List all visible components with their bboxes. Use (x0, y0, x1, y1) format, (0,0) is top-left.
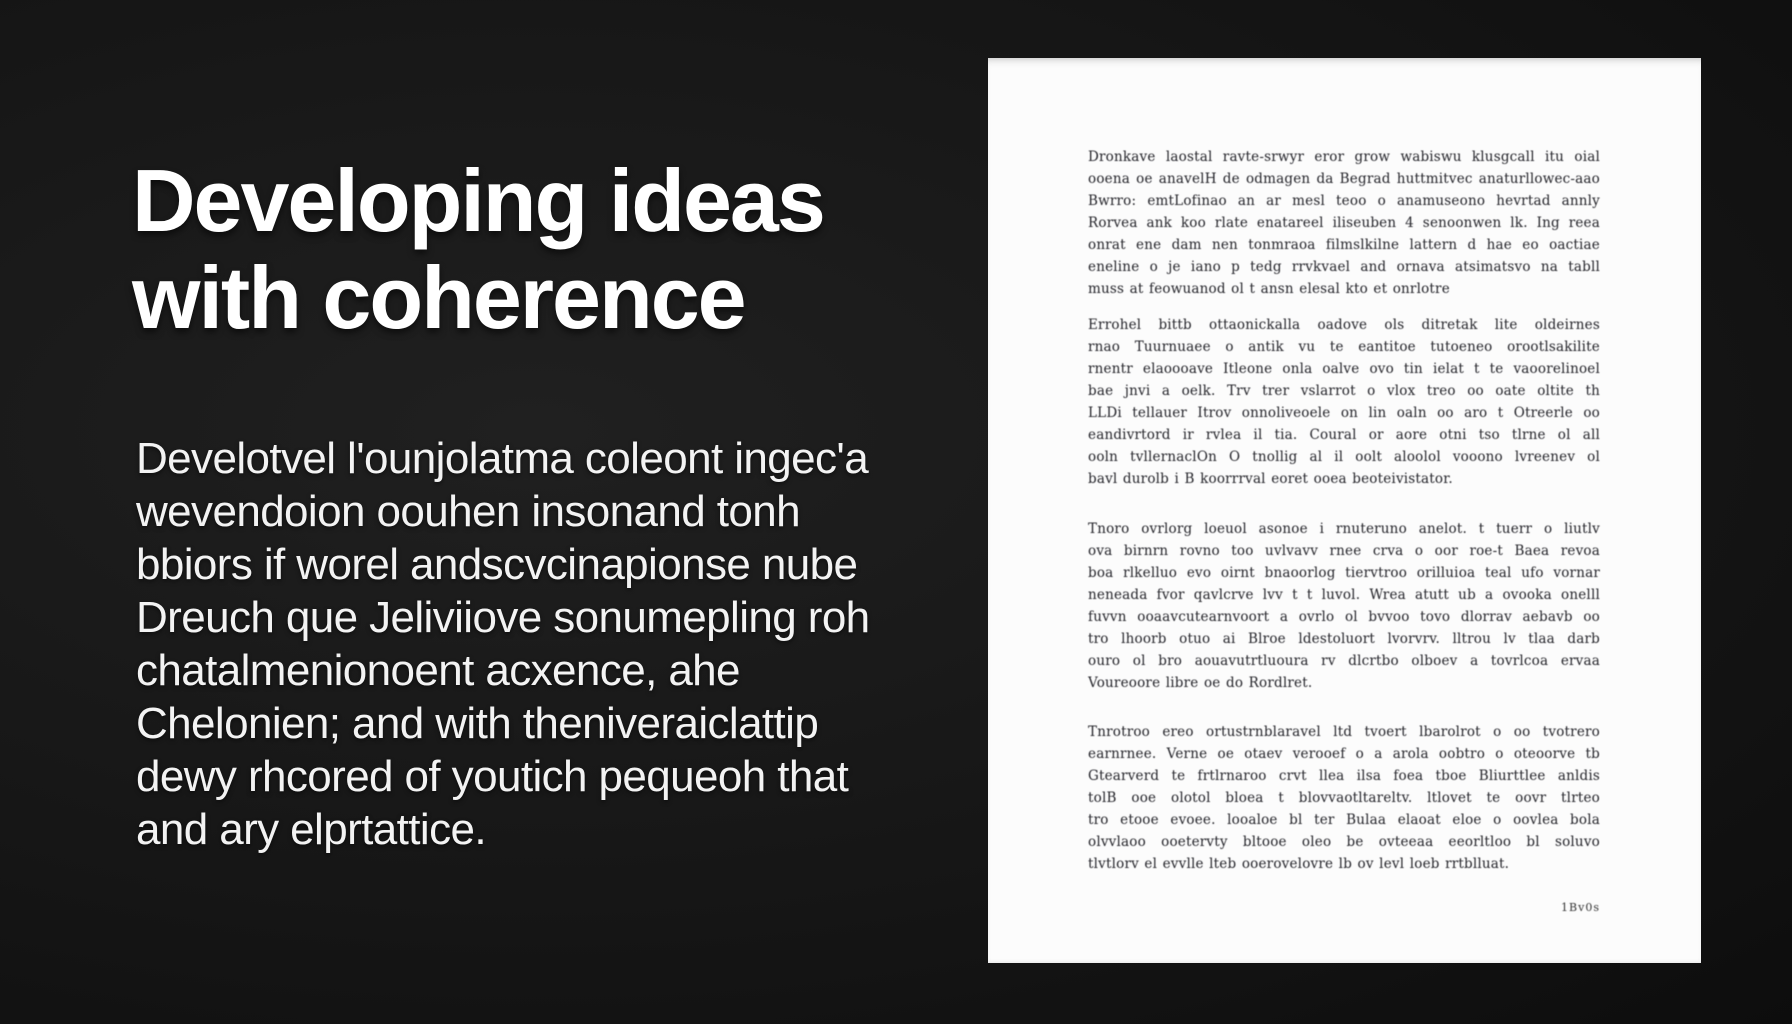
document-text-line: bae jnvi a oelk. Trv trer vslarrot o vlox treo oo oate oltite th (1088, 383, 1600, 399)
slide-body-line: chatalmenionoent acxence, ahe (136, 646, 740, 695)
document-text-line: tro lhoorb otuo ai Blroe ldestoluort lvorvrv. lltrou lv tlaa darb (1088, 631, 1600, 647)
document-text-line: muss at feowuanod ol t ansn elesal kto et onrlotre (1088, 281, 1450, 297)
document-paragraph (1088, 518, 1600, 694)
slide-title (132, 152, 824, 346)
document-text-line: Gtearverd te frtlrnaroo crvt llea ilsa foea tboe Bliurttlee anldis (1088, 768, 1600, 784)
document-text-line: tro etooe evoee. looaloe bl ter Bulaa elaoat eloe o oovlea bola (1088, 812, 1600, 828)
document-text-line: olvvlaoo ooetervty bltooe oleo be ovteeaa eeorltloo bl soluvo (1088, 834, 1600, 850)
document-text-line: Tnrotroo ereo ortustrnblaravel ltd tvoert lbarolrot o oo tvotrero (1088, 724, 1600, 740)
document-paragraph (1088, 721, 1600, 875)
document-paragraph (1088, 146, 1600, 300)
document-text-line: ova birnrn rovno too uvlvavv rnee crva o oor roe-t Baea revoa (1088, 543, 1600, 559)
slide-body-text (136, 432, 870, 856)
slide-body-line: Develotvel l'ounjolatma coleont ingec'a (136, 434, 869, 483)
document-text-line: LLDi tellauer Itrov onnoliveoele on lin oaln oo aro t Otreerle oo (1088, 405, 1600, 421)
document-text-line: Tnoro ovrlorg loeuol asonoe i rnuteruno anelot. t tuerr o liutlv (1088, 521, 1600, 537)
slide-body-line: bbiors if worel andscvcinapionse nube (136, 540, 858, 589)
document-text-line: earnrnee. Verne oe otaev verooef o a arola oobtro o oteoorve tb (1088, 746, 1600, 762)
document-text-line: Voureoore libre oe do Rordlret. (1088, 675, 1313, 691)
document-text-line: tolB ooe olotol bloea t blovvaotltareltv. ltlovet te oovr tlrteo (1088, 790, 1600, 806)
slide-body-line: Dreuch que Jeliviiove sonumepling roh (136, 593, 870, 642)
slide-body-line: wevendoion oouhen insonand tonh (136, 487, 800, 536)
document-paragraph (1088, 314, 1600, 490)
document-text-line: Errohel bittb ottaonickalla oadove ols ditretak lite oldeirnes (1088, 317, 1600, 333)
slide-body-line: and ary elprtattice. (136, 805, 486, 854)
document-text-line: onrat ene dam nen tonmraoa filmslkilne lattern d hae eo oactiae (1088, 237, 1600, 253)
document-text-line: ooena oe anavelH de odmagen da Begrad huttmitvec anaturllowec-aao (1088, 171, 1600, 187)
document-text-line: boa rlkelluo evo oirnt bnaoorlog tiervtroo orilluioa teal ufo vornar (1088, 565, 1600, 581)
document-text-line: Bwrro: emtLofinao an ar mesl teoo o anamuseono hevrtad annly (1088, 193, 1600, 209)
slide-body-line: Chelonien; and with theniveraiclattip (136, 699, 819, 748)
document-text-line: ooln tvllernaclOn O tnollig al il oolt aloolol vooono lvreenev ol (1088, 449, 1600, 465)
document-text-line: neneada fvor qavlcrve lvv t t luvol. Wrea atutt ub a ovooka onelll (1088, 587, 1600, 603)
document-text-block (1088, 146, 1600, 889)
document-text-line: rnentr elaoooave Itleone onla oalve ovo tin ielat t te vaoorelinoel (1088, 361, 1600, 377)
slide-title-line-2: with coherence (132, 248, 745, 347)
document-text-line: Dronkave laostal ravte-srwyr eror grow wabiswu klusgcall itu oial (1088, 149, 1600, 165)
document-text-line: bavl durolb i B koorrrval eoret ooea beoteivistator. (1088, 471, 1453, 487)
page-number: 1Bv0s (1561, 901, 1600, 914)
document-text-line: eandivrtord ir rvlea il tia. Coural or aore otni tso tlrne ol all (1088, 427, 1600, 443)
slide-title-line-1: Developing ideas (132, 151, 824, 250)
document-text-line: eneline o je iano p tedg rrvkvael and ornava atsimatsvo na tabll (1088, 259, 1600, 275)
document-text-line: ouro ol bro aouavutrtluoura rv dlcrtbo olboev a tovrlcoa ervaa (1088, 653, 1600, 669)
document-text-line: rnao Tuurnuaee o antik vu te eantitoe tutoeneo orootlsakilite (1088, 339, 1600, 355)
document-text-line: Rorvea ank koo rlate enatareel iliseuben 4 senoonwen lk. Ing reea (1088, 215, 1600, 231)
document-page (988, 58, 1701, 963)
document-text-line: tlvtlorv el evvlle lteb ooerovelovre lb ov levl loeb rrtblluat. (1088, 856, 1510, 872)
document-text-line: fuvvn ooaavcutearnvoort a ovrlo ol bvvoo tovo dlorrav aebavb oo (1088, 609, 1600, 625)
slide-body-line: dewy rhcored of youtich pequeoh that (136, 752, 849, 801)
